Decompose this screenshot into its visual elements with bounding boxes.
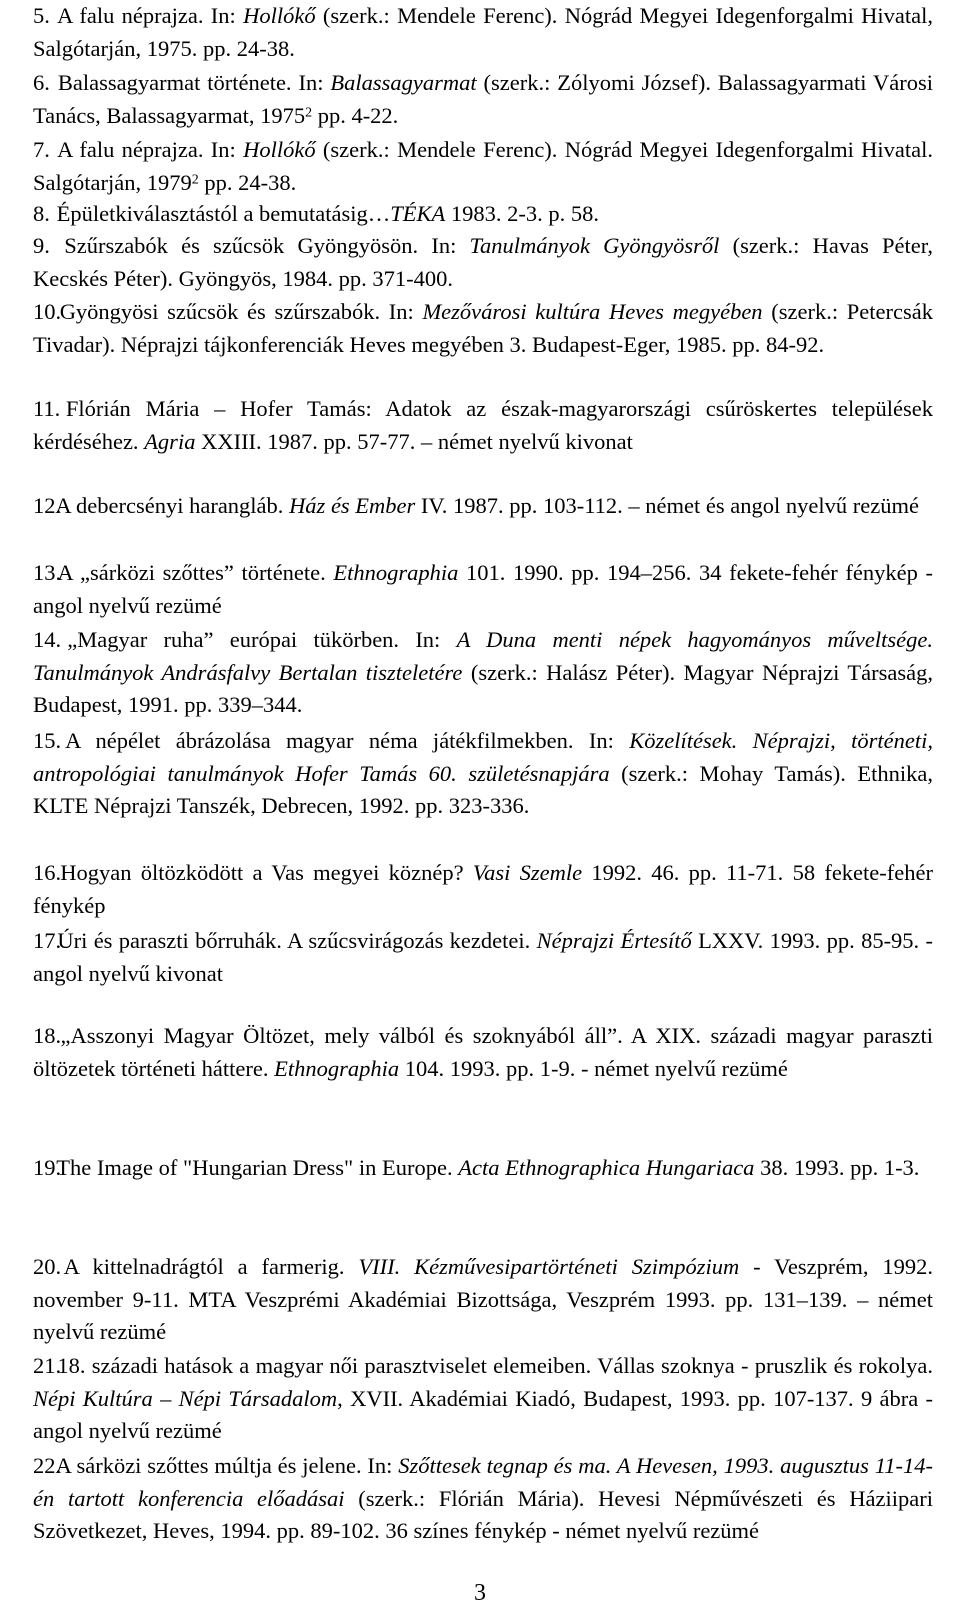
italic-title: Tanulmányok Gyöngyösről (469, 233, 720, 258)
entry-number: 10. (33, 299, 62, 324)
entry-number: 22. (33, 1453, 62, 1478)
italic-title: Ethnographia (333, 560, 459, 585)
bibliography-entry (33, 230, 933, 295)
bibliography-entry (33, 925, 933, 990)
italic-title: Közelítések. Néprajzi, történeti, antropológiai tanulmányok Hofer Tamás 60. születésnapjára (33, 728, 933, 786)
bibliography-entry (33, 624, 933, 722)
entry-text: (szerk.: Zólyomi József). Balassagyarmati Városi Tanács, Balassagyarmat, 1975 (33, 70, 934, 128)
bibliography-entry (33, 1152, 933, 1185)
italic-title: Szőttesek tegnap és ma. A Hevesen, 1993. augusztus 11-14-én tartott konferencia előadásai (33, 1453, 934, 1511)
entry-text: „Magyar ruha” európai tükörben. In: (67, 627, 457, 652)
italic-title: Ház és Ember (289, 493, 416, 518)
entry-text: 1983. 2-3. p. 58. (445, 201, 600, 226)
entry-number: 21. (33, 1353, 62, 1378)
entry-number: 15. (33, 728, 62, 753)
entry-text: (szerk.: Flórián Mária). Hevesi Népművészeti és Háziipari Szövetkezet, Heves, 1994. pp. 89-102. 36 színes fénykép - német nyelvű rezümé (33, 1485, 933, 1543)
italic-title: Vasi Szemle (472, 860, 583, 885)
bibliography-entry (33, 198, 933, 231)
entry-text: (szerk.: Mendele Ferenc). Nógrád Megyei Idegenforgalmi Hivatal, Salgótarján, 1975. pp. 24-38. (33, 3, 933, 61)
entry-text: A falu néprajza. In: (57, 3, 244, 28)
italic-title: A Duna menti népek hagyományos műveltsége. Tanulmányok Andrásfalvy Bertalan tiszteletére (33, 627, 933, 685)
bibliography-entry (33, 490, 933, 523)
bibliography-entry (33, 134, 933, 199)
bibliography-entry (33, 393, 933, 458)
entry-number: 5. (33, 3, 50, 28)
entry-text: 104. 1993. pp. 1-9. - német nyelvű rezümé (399, 1055, 788, 1081)
entry-text: Épületkiválasztástól a bemutatásig… (56, 201, 391, 226)
bibliography-entry (33, 1020, 933, 1085)
entry-text: Hogyan öltözködött a Vas megyei köznép? (60, 860, 473, 885)
italic-title: Népi Kultúra – Népi Társadalom (33, 1385, 338, 1411)
entry-text: (szerk.: Halász Péter). Magyar Néprajzi Társaság, Budapest, 1991. pp. 339–344. (33, 659, 934, 717)
entry-text: (szerk.: Havas Péter, Kecskés Péter). Gyöngyös, 1984. pp. 371-400. (33, 233, 933, 291)
superscript: 2 (191, 172, 199, 188)
entry-text: (szerk.: Mohay Tamás). Ethnika, KLTE Néprajzi Tanszék, Debrecen, 1992. pp. 323-336. (33, 760, 933, 818)
entry-number: 8. (33, 201, 50, 226)
italic-title: Agria (144, 428, 196, 454)
entry-text: Gyöngyösi szűcsök és szűrszabók. In: (59, 299, 423, 324)
entry-text: A sárközi szőttes múltja és jelene. In: (55, 1453, 399, 1478)
entry-text: A kittelnadrágtól a farmerig. (63, 1254, 359, 1279)
entry-text: A „sárközi szőttes” története. (57, 560, 334, 585)
entry-text: Balassagyarmat története. In: (57, 70, 331, 95)
entry-text: A debercsényi harangláb. (55, 493, 290, 518)
entry-number: 19. (33, 1155, 62, 1180)
italic-title: TÉKA (390, 201, 446, 226)
entry-text: (szerk.: Mendele Ferenc). Nógrád Megyei Idegenforgalmi Hivatal. Salgótarján, 1979 (33, 137, 933, 195)
superscript: 2 (305, 105, 313, 121)
bibliography-entry (33, 0, 933, 65)
entry-text: Úri és paraszti bőrruhák. A szűcsvirágozás kezdetei. (57, 928, 537, 953)
entry-text: The Image of "Hungarian Dress" in Europe. (56, 1155, 459, 1180)
entry-text: A falu néprajza. In: (57, 137, 244, 162)
page-number: 3 (474, 1580, 486, 1606)
bibliography-entry (33, 296, 933, 361)
italic-title: Acta Ethnographica Hungariaca (458, 1155, 755, 1180)
entry-text: LXXV. 1993. pp. 85-95. - angol nyelvű kivonat (33, 928, 934, 986)
entry-text: A népélet ábrázolása magyar néma játékfilmekben. In: (65, 728, 630, 753)
entry-text: , XVII. Akadémiai Kiadó, Budapest, 1993. pp. 107-137. 9 ábra - angol nyelvű rezümé (33, 1385, 933, 1443)
entry-text: XXIII. 1987. pp. 57-77. – német nyelvű kivonat (195, 428, 633, 454)
bibliography-entry (33, 1450, 933, 1548)
entry-text: 1992. 46. pp. 11-71. 58 fekete-fehér fénykép (33, 860, 933, 918)
italic-title: Mezővárosi kultúra Heves megyében (422, 299, 763, 324)
entry-number: 18. (33, 1023, 62, 1048)
italic-title: Hollókő (243, 3, 316, 28)
entry-number: 7. (33, 137, 50, 162)
entry-text: Flórián Mária – Hofer Tamás: Adatok az észak-magyarországi csűröskertes települések kérdéséhez. (33, 396, 934, 454)
italic-title: VIII. Kézművesipartörténeti Szimpózium (358, 1254, 740, 1279)
entry-text: 101. 1990. pp. 194–256. 34 fekete-fehér fénykép - angol nyelvű rezümé (33, 560, 933, 618)
entry-number: 11. (33, 396, 61, 421)
italic-title: Hollókő (243, 137, 316, 162)
entry-text: - Veszprém, 1992. november 9-11. MTA Veszprémi Akadémiai Bizottsága, Veszprém 1993. pp. 131–139. – német nyelvű rezümé (33, 1254, 933, 1344)
entry-text: Szűrszabók és szűcsök Gyöngyösön. In: (64, 233, 470, 258)
bibliography-entry (33, 1251, 933, 1349)
entry-number: 14. (33, 627, 62, 652)
entry-text: 38. 1993. pp. 1-3. (754, 1155, 920, 1180)
bibliography-entry (33, 857, 933, 922)
italic-title: Balassagyarmat (330, 70, 477, 95)
entry-number: 6. (33, 70, 50, 95)
entry-text: (szerk.: Petercsák Tivadar). Néprajzi tájkonferenciák Heves megyében 3. Budapest-Eger, 1985. pp. 84-92. (33, 299, 933, 357)
bibliography-entry (33, 725, 933, 823)
italic-title: Néprajzi Értesítő (536, 928, 692, 953)
bibliography-entry (33, 1350, 933, 1448)
entry-text: 18. századi hatások a magyar női parasztviselet elemeiben. Vállas szoknya - pruszlik és rokolya. (57, 1353, 933, 1378)
entry-text: IV. 1987. pp. 103-112. – német és angol nyelvű rezümé (415, 493, 919, 518)
entry-number: 16. (33, 860, 62, 885)
entry-number: 12. (33, 493, 62, 518)
bibliography-entry (33, 67, 933, 132)
entry-text: „Asszonyi Magyar Öltözet, mely válból és szoknyából áll”. A XIX. századi magyar paraszti öltözetek történeti háttere. (33, 1023, 933, 1081)
entry-number: 9. (33, 233, 50, 258)
entry-text: pp. 24-38. (198, 169, 297, 195)
entry-number: 17. (33, 928, 62, 953)
entry-number: 20. (33, 1254, 62, 1279)
entry-text: pp. 4-22. (312, 102, 399, 128)
bibliography-entry (33, 557, 933, 622)
entry-number: 13. (33, 560, 62, 585)
italic-title: Ethnographia (274, 1055, 400, 1081)
